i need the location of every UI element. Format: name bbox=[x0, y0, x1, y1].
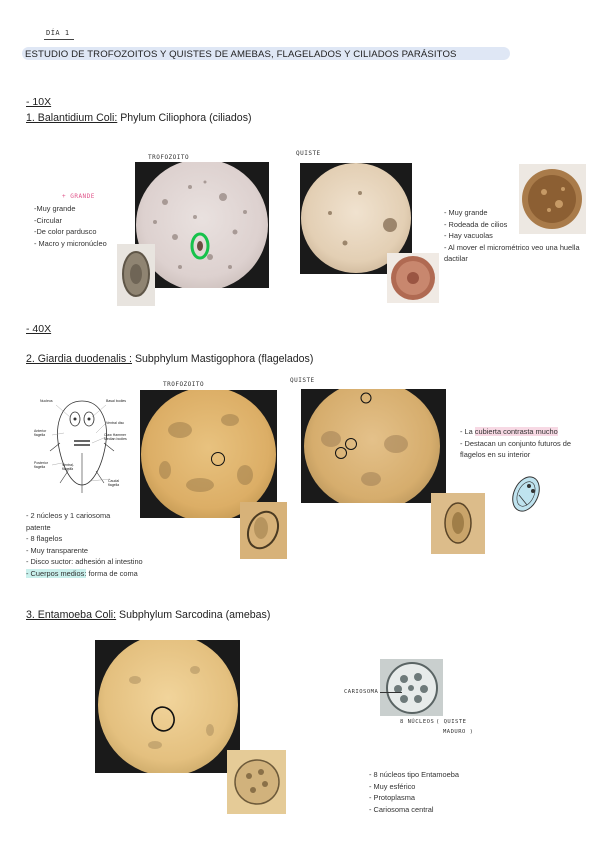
note-line: - Destacan un conjunto futuros de bbox=[460, 438, 571, 448]
diagram-label: Nucleus bbox=[40, 399, 53, 403]
note-line: flagelos en su interior bbox=[460, 450, 531, 459]
diagram-label: Claw Hammer Median bodies bbox=[104, 433, 127, 441]
maduro-label: MADURO ) bbox=[443, 729, 474, 735]
giardia-trof-micrograph bbox=[140, 390, 277, 518]
cubierta-highlight: cubierta contrasta mucho bbox=[474, 427, 558, 436]
note-line: - Rodeada de cilios bbox=[444, 219, 508, 229]
entamoeba-thumb bbox=[227, 750, 286, 814]
entamoeba-heading bbox=[26, 610, 270, 621]
giardia-quiste-micrograph bbox=[301, 389, 446, 503]
giardia-subphylum: Subphylum Mastigophora (flagelados) bbox=[132, 353, 314, 365]
diagram-label: Caudal flagella bbox=[108, 479, 120, 487]
section-40x: - 40X bbox=[26, 323, 52, 335]
balantidium-trof-notes bbox=[34, 203, 107, 249]
giardia-heading bbox=[26, 354, 313, 365]
entamoeba-notes bbox=[369, 769, 459, 815]
giardia-quiste-thumb bbox=[431, 493, 485, 554]
note-line: -Muy grande bbox=[34, 204, 76, 213]
page-tag-underline bbox=[44, 39, 74, 40]
page-tag: DÍA 1 bbox=[46, 29, 70, 37]
giardia-diagram bbox=[30, 393, 135, 493]
balantidium-phylum: Phylum Ciliophora (ciliados) bbox=[117, 112, 252, 124]
giardia-quiste-notes bbox=[460, 426, 571, 461]
cuerpos-medios-highlight: - Cuerpos medios: bbox=[26, 568, 87, 578]
note-line: patente bbox=[26, 522, 51, 532]
entamoeba-name: 3. Entamoeba Coli: bbox=[26, 609, 117, 621]
cariosoma-label: CARIOSOMA bbox=[344, 689, 379, 695]
note-line: - Muy grande bbox=[444, 208, 488, 217]
note-line: - Muy esférico bbox=[369, 781, 416, 791]
note-line: -De color pardusco bbox=[34, 227, 97, 236]
diagram-label: Basal bodies bbox=[106, 399, 127, 403]
entamoeba-subphylum: Subphylum Sarcodina (amebas) bbox=[116, 609, 271, 621]
note-line: - 8 flagelos bbox=[26, 534, 63, 543]
diagram-label: Anterior flagella bbox=[34, 429, 47, 437]
balantidium-name: 1. Balantidium Coli: bbox=[26, 112, 118, 124]
giardia-cyst-drawing bbox=[505, 471, 547, 517]
quiste-label: ( QUISTE bbox=[436, 719, 467, 725]
cariosoma-pointer bbox=[380, 692, 402, 693]
note-line: - 8 núcleos tipo Entamoeba bbox=[369, 770, 459, 779]
entamoeba-micrograph bbox=[95, 640, 240, 773]
note-line: - Hay vacuolas bbox=[444, 231, 493, 240]
giardia-quiste-label: QUISTE bbox=[290, 377, 315, 384]
balantidium-quiste-thumb-small bbox=[387, 253, 439, 303]
balantidium-heading bbox=[26, 113, 252, 124]
nucleos-label: 8 NÚCLEOS bbox=[400, 719, 435, 725]
balantidium-trof-tag: + GRANDE bbox=[62, 193, 95, 200]
note-line: -Circular bbox=[34, 215, 62, 225]
giardia-trof-label: TROFOZOITO bbox=[163, 381, 205, 388]
diagram-label: Ventral disc bbox=[106, 421, 125, 425]
note-line bbox=[460, 426, 571, 438]
page-title: ESTUDIO DE TROFOZOITOS Y QUISTES DE AMEBAS, FLAGELADOS Y CILIADOS PARÁSITOS bbox=[25, 49, 457, 60]
note-line: - Muy transparente bbox=[26, 545, 89, 555]
giardia-trof-thumb bbox=[240, 502, 287, 559]
note-line: - Macro y micronúcleo bbox=[34, 238, 107, 248]
balantidium-trof-label: TROFOZOITO bbox=[148, 154, 190, 161]
cuerpos-medios-text: forma de coma bbox=[86, 568, 138, 578]
giardia-name: 2. Giardia duodenalis : bbox=[26, 353, 133, 365]
note-line bbox=[26, 568, 143, 580]
balantidium-trof-thumb bbox=[117, 244, 155, 306]
quiste-note-pre: - La bbox=[460, 427, 475, 436]
diagram-label: Posterior flagella bbox=[34, 461, 49, 469]
balantidium-quiste-label: QUISTE bbox=[296, 150, 321, 157]
note-line: - Al mover el micrométrico veo una huella bbox=[444, 242, 580, 252]
note-line: - Cariosoma central bbox=[369, 804, 434, 814]
balantidium-trof-micrograph bbox=[135, 162, 269, 288]
note-line: - Protoplasma bbox=[369, 793, 416, 802]
diagram-label: Ventral flagella bbox=[62, 463, 74, 471]
giardia-trof-notes bbox=[26, 510, 143, 579]
note-line: - Disco suctor: adhesión al intestino bbox=[26, 557, 143, 566]
section-10x: - 10X bbox=[26, 96, 52, 108]
entamoeba-cyst-micrograph bbox=[380, 659, 443, 716]
note-line: dactilar bbox=[444, 254, 468, 263]
note-line: - 2 núcleos y 1 cariosoma bbox=[26, 511, 111, 520]
balantidium-quiste-notes bbox=[444, 207, 580, 265]
